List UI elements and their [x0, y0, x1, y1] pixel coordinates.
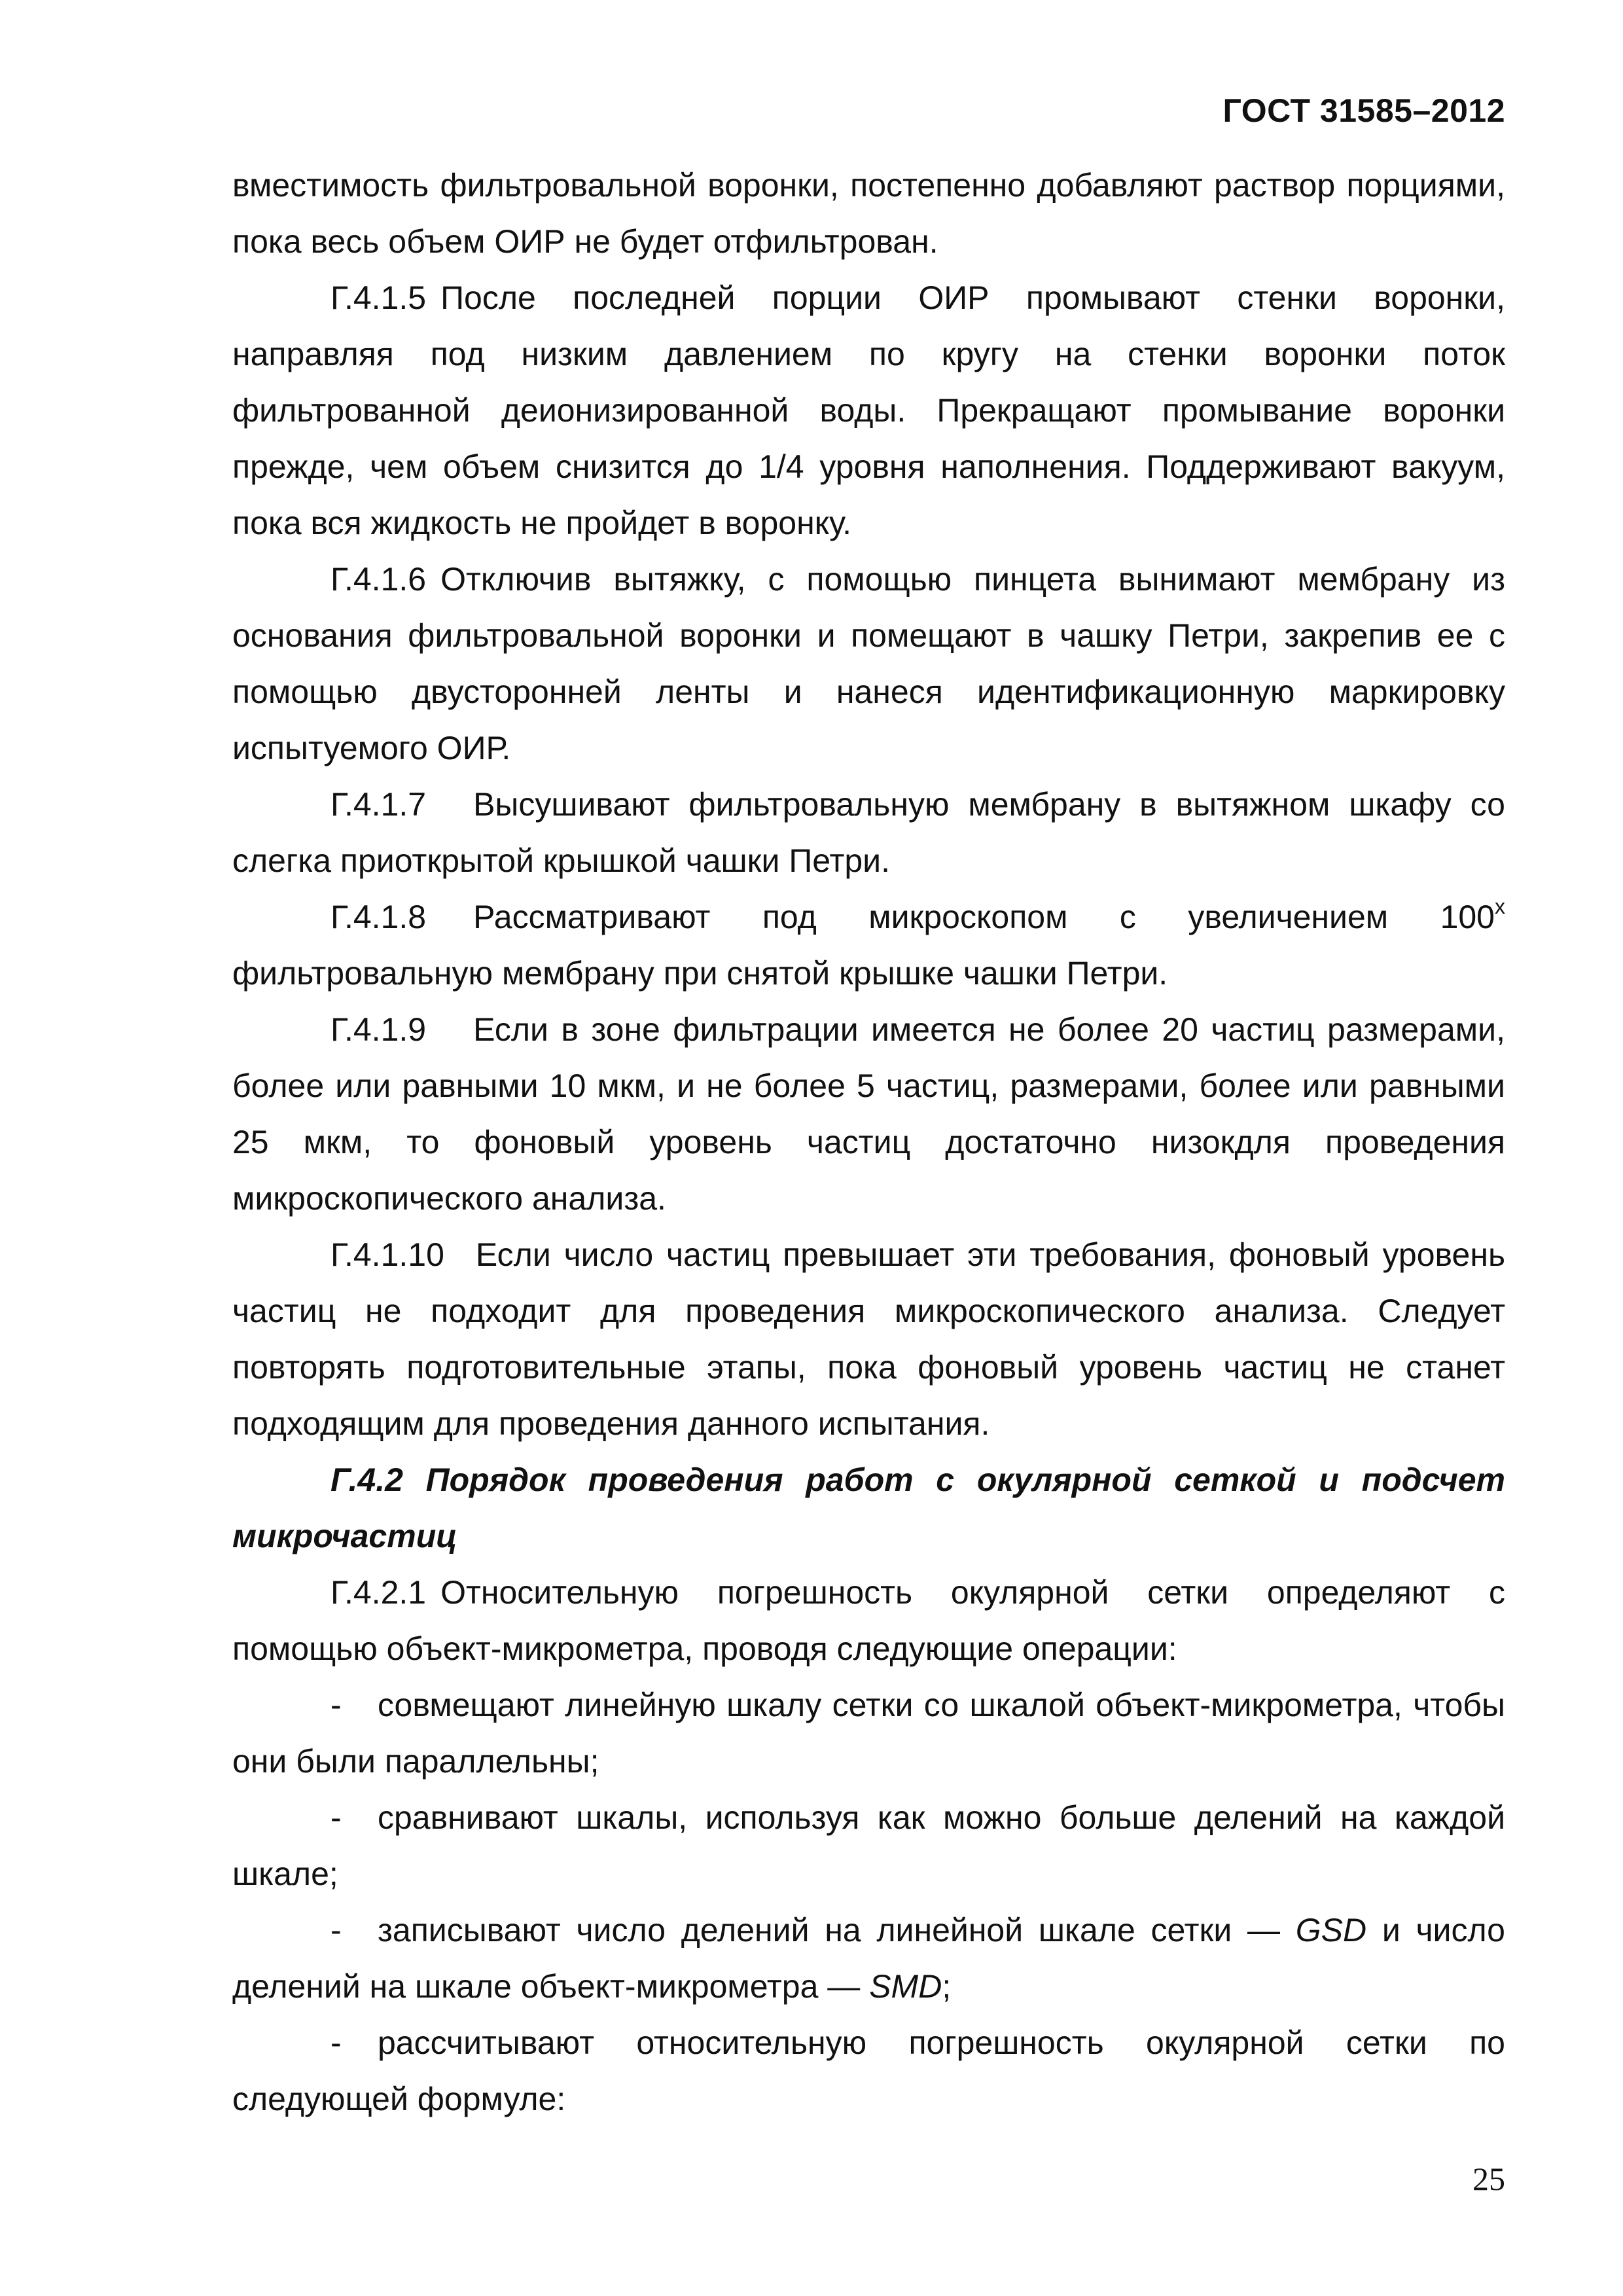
page-number: 25	[1472, 2161, 1505, 2197]
paragraph	[232, 157, 1505, 270]
document-body	[232, 157, 1505, 2127]
clause-g-4-2-1	[232, 1564, 1505, 1677]
list-item-text: рассчитывают относительную погрешность окулярной сетки по следующей формуле:	[232, 2024, 1505, 2117]
list-item-text: записывают число делений на линейной шкале сетки —	[378, 1912, 1296, 1948]
gsd-symbol: GSD	[1295, 1912, 1367, 1948]
clause-text-continued: фильтровальную мембрану при снятой крышке чашки Петри.	[232, 955, 1168, 992]
clause-text: Если число частиц превышает эти требования, фоновый уровень частиц не подходит для проведения микроскопического анализа. Следует повторять подготовительные этапы, пока фоновый уровень частиц не станет подходящим для проведения данного испытания.	[232, 1236, 1505, 1442]
list-item-text: совмещают линейную шкалу сетки со шкалой объект-микрометра, чтобы они были параллельны;	[232, 1687, 1505, 1780]
clause-text: Отключив вытяжку, с помощью пинцета вынимают мембрану из основания фильтровальной воронки и помещают в чашку Петри, закрепив ее с помощью двусторонней ленты и нанеся идентификационную маркировку испытуемого ОИР.	[232, 561, 1505, 766]
clause-g-4-1-7	[232, 776, 1505, 889]
list-item-text: ;	[942, 1968, 952, 2005]
section-heading-g-4-2: Г.4.2 Порядок проведения работ с окулярной сеткой и подсчет микрочастиц	[232, 1462, 1505, 1554]
smd-symbol: SMD	[869, 1968, 942, 2005]
clause-g-4-1-5	[232, 270, 1505, 551]
clause-text: После последней порции ОИР промывают стенки воронки, направляя под низким давлением по кругу на стенки воронки поток фильтрованной деионизированной воды. Прекращают промывание воронки прежде, чем объем снизится до 1/4 уровня наполнения. Поддерживают вакуум, пока вся жидкость не пройдет в воронку.	[232, 279, 1505, 541]
list-marker: -	[330, 2024, 342, 2061]
list-item	[232, 1677, 1505, 1789]
clause-number: Г.4.1.5	[330, 279, 427, 316]
clause-text: Относительную погрешность окулярной сетки определяют с помощью объект-микрометра, проводя следующие операции:	[232, 1574, 1505, 1667]
paragraph-text: вместимость фильтровальной воронки, постепенно добавляют раствор порциями, пока весь объем ОИР не будет отфильтрован.	[232, 167, 1505, 260]
clause-number: Г.4.1.7	[330, 786, 427, 823]
list-item-text: и число делений на шкале объект-микрометра —	[232, 1912, 1505, 2005]
clause-number: Г.4.1.6	[330, 561, 427, 598]
list-item	[232, 1902, 1505, 2015]
standard-header: ГОСТ 31585–2012	[1222, 92, 1505, 129]
clause-g-4-1-6	[232, 551, 1505, 776]
list-item-text: сравнивают шкалы, используя как можно больше делений на каждой шкале;	[232, 1799, 1505, 1892]
clause-number: Г.4.1.9	[330, 1011, 427, 1048]
magnification-superscript: x	[1495, 895, 1505, 918]
clause-text: Если в зоне фильтрации имеется не более 20 частиц размерами, более или равными 10 мкм, и не более 5 частиц, размерами, более или равными 25 мкм, то фоновый уровень частиц достаточно низокдля проведения микроскопического анализа.	[232, 1011, 1505, 1217]
list-marker: -	[330, 1912, 342, 1948]
list-item	[232, 1789, 1505, 1902]
clause-text: Высушивают фильтровальную мембрану в вытяжном шкафу со слегка приоткрытой крышкой чашки Петри.	[232, 786, 1505, 879]
clause-number: Г.4.1.10	[330, 1236, 444, 1273]
clause-number: Г.4.1.8	[330, 899, 427, 935]
clause-g-4-1-8	[232, 889, 1505, 1001]
list-marker: -	[330, 1799, 342, 1836]
clause-g-4-1-10	[232, 1227, 1505, 1452]
clause-g-4-1-9	[232, 1001, 1505, 1227]
list-item	[232, 2015, 1505, 2127]
clause-text: Рассматривают под микроскопом с увеличением 100	[473, 899, 1495, 935]
list-marker: -	[330, 1687, 342, 1723]
clause-number: Г.4.2.1	[330, 1574, 427, 1611]
